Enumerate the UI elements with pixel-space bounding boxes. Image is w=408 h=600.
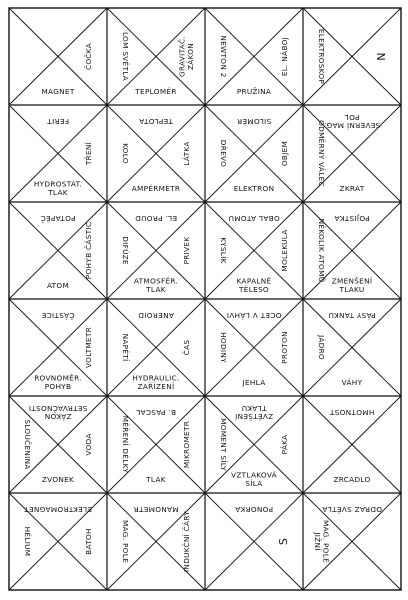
cell-label-bottom-text: TĚLESO: [239, 285, 269, 295]
cell-label-top-text: MANOMETR: [133, 504, 179, 514]
cell-label-bottom: [41, 87, 74, 96]
cell-label-left: [121, 143, 130, 164]
cell-label-left: [317, 219, 326, 283]
cell-label-left: [121, 520, 130, 563]
cell-label-top-text: POJISTKA: [334, 213, 370, 223]
cell-label-bottom-text: JEHLA: [242, 377, 266, 387]
cell-label-bottom: [132, 184, 181, 193]
cell-label-left-text: MAG. POLE: [121, 520, 131, 563]
cell-label-left-text: NĚKOLIK ATOMŮ: [317, 218, 327, 283]
cell-label-top: [237, 117, 271, 126]
cell-label-left: [317, 120, 326, 187]
cell-label-right: [182, 511, 191, 572]
cell-label-bottom: [47, 281, 69, 290]
cell-label-top-text: FERIT: [47, 116, 69, 126]
cell-label-right: [84, 327, 93, 368]
cell-label-top-text: OBAL ATOMU: [228, 213, 280, 223]
cell-label-right-text: OBJEM: [279, 140, 289, 167]
cell-label-right-text: ČOČKA: [83, 42, 93, 71]
cell-label-left: [219, 237, 228, 263]
cell-label-right: [84, 142, 93, 166]
cell-label-bottom-text: ATOM: [46, 280, 70, 290]
cell-label-top: [41, 311, 74, 320]
cell-label-left-text: DŘEVO: [219, 139, 229, 168]
cell-label-left: [23, 419, 32, 469]
cell-label-left-text: DIFÚZE: [121, 236, 131, 265]
cell-label-top-text: ELEKTROMAGNET: [23, 504, 93, 514]
cell-label-left-text: ODMĚRNÝ VÁLEC: [317, 120, 327, 187]
cell-label-left: [317, 29, 326, 85]
cell-label-left: [121, 416, 130, 474]
cell-label-left-text: NAPĚTÍ: [121, 333, 131, 362]
cell-label-top-text: ZVĚTŠENÍ: [234, 412, 274, 422]
cell-label-top: [47, 117, 69, 126]
cell-label-top-text: HMOTNOST: [329, 407, 375, 417]
cell-label-right-text: MIKROMETR: [181, 420, 191, 469]
cell-label-bottom-text: AMPÉRMETR: [131, 183, 181, 193]
cell-label-bottom-text: ATMOSFÉR.: [133, 276, 179, 286]
cell-label-bottom-text: PRUŽINA: [236, 86, 272, 96]
cell-label-top: [228, 214, 279, 223]
cell-label-bottom: [134, 277, 178, 294]
cell-label-top-text: OCET V LÁHVI: [226, 310, 282, 320]
cell-label-top: [138, 311, 174, 320]
cell-label-right: [178, 36, 195, 77]
cell-label-top-text: SEVERNÍ MAG.: [323, 121, 381, 131]
cell-label-top-text: EL. PROUD: [134, 213, 178, 223]
cell-label-left: [219, 35, 228, 77]
cell-label-left-text: LOM SVĚTLA: [121, 31, 131, 82]
cell-label-top: [135, 408, 176, 417]
cell-label-left-text: HODINY: [219, 332, 229, 363]
cell-label-left: [23, 527, 32, 557]
cell-label-bottom: [132, 374, 179, 391]
cell-label-top-text: POL: [344, 112, 360, 122]
cell-label-right-text: ČAS: [181, 339, 191, 356]
cell-label-bottom-text: POHYB: [44, 382, 72, 392]
cell-label-right: [182, 141, 191, 165]
cell-label-bottom-text: HYDRAULIC.: [132, 373, 180, 383]
cell-label-bottom-text: ZKRAT: [339, 183, 365, 193]
cell-label-left-text: ELEKTROSKOP: [317, 28, 327, 85]
cell-label-top-text: TLAKU: [241, 403, 267, 413]
cell-label-bottom-text: ELEKTRON: [233, 183, 275, 193]
cell-label-right: [280, 331, 289, 364]
cell-label-bottom-text: TLAK: [146, 474, 166, 484]
cell-label-left: [219, 332, 228, 363]
cell-label-bottom-text: HYDROSTAT.: [33, 179, 83, 189]
cell-label-right: [84, 222, 93, 279]
cell-label-bottom: [231, 471, 277, 488]
cell-label-right: [84, 43, 93, 70]
cell-label-top: [328, 311, 376, 320]
cell-label-right: [182, 421, 191, 468]
cell-label-left-text: SLOUČENINA: [23, 419, 33, 470]
cell-label-top: [329, 408, 374, 417]
cell-label-left-text: JIŽNÍ: [312, 532, 322, 551]
cell-label-right-text: ZÁKON: [186, 42, 196, 71]
cell-label-bottom: [234, 184, 275, 193]
cell-label-right-text: BATOH: [83, 528, 93, 555]
cell-label-right: [277, 538, 290, 545]
cell-label-right: [280, 435, 289, 455]
cell-label-top-text: ČÁSTICE: [41, 310, 75, 320]
cell-label-bottom: [333, 475, 370, 484]
cell-label-right: [84, 433, 93, 455]
cell-label-bottom-text: ZVONEK: [41, 474, 75, 484]
cell-label-left-text: JÁDRO: [317, 335, 327, 360]
cell-label-top: [29, 404, 88, 421]
cell-label-left-text: MOMENT SÍLY: [219, 418, 229, 471]
cell-label-right: [182, 340, 191, 356]
cell-label-bottom-text: ZAŘÍZENÍ: [137, 382, 175, 392]
cell-label-bottom: [342, 378, 363, 387]
cell-label-right: [84, 528, 93, 555]
cell-label-bottom-text: TLAK: [48, 188, 68, 198]
cell-label-top: [139, 117, 174, 126]
cell-label-right: [280, 229, 289, 271]
cell-label-top-text: SETRVAČNOSTI: [28, 403, 88, 413]
cell-label-right-text: POHYB ČÁSTIC: [83, 221, 93, 280]
cell-label-top: [40, 214, 75, 223]
cell-label-left-text: KYSLÍK: [219, 237, 229, 264]
cell-label-right-text: PÁKA: [279, 434, 289, 455]
cell-label-left: [219, 418, 228, 471]
cell-label-top-text: ANEROID: [138, 310, 174, 320]
cell-label-top-text: ODRAZ SVĚTLA: [322, 504, 382, 514]
cell-label-bottom: [237, 87, 271, 96]
cell-label-bottom-text: ZRCADLO: [333, 474, 371, 484]
cell-label-top-text: ZÁKON: [44, 412, 72, 422]
cell-label-top: [235, 505, 273, 514]
cell-label-top: [227, 311, 282, 320]
cell-label-bottom: [242, 378, 266, 387]
cell-label-left-text: NEWTON 2: [219, 35, 229, 78]
cell-label-right: [375, 52, 388, 61]
cell-label-bottom: [340, 184, 365, 193]
cell-label-top: [24, 505, 92, 514]
cell-label-bottom-text: KAPALNÉ: [236, 276, 272, 286]
cell-label-right: [280, 37, 289, 76]
cell-label-top-text: PÁSY TANKU: [328, 310, 376, 320]
cell-label-top-text: B. PASCAL: [135, 407, 177, 417]
cell-label-right-text: S: [276, 537, 290, 546]
cell-label-top: [334, 214, 370, 223]
cell-label-bottom-text: TLAK: [146, 285, 166, 295]
cell-label-right-text: EL. NÁBOJ: [279, 36, 289, 77]
cell-label-top: [133, 505, 178, 514]
cell-label-left: [121, 236, 130, 265]
cell-label-bottom-text: VZTLAKOVÁ: [231, 470, 277, 480]
cell-label-bottom: [332, 277, 373, 294]
cell-label-bottom: [42, 475, 74, 484]
cell-label-bottom-text: ZMENŠENÍ: [331, 276, 373, 286]
cell-label-right-text: MOLEKULA: [279, 229, 289, 272]
cell-label-right-text: VODA: [83, 433, 93, 456]
cell-label-right-text: VOLTMETR: [83, 327, 93, 368]
cell-label-bottom: [237, 277, 272, 294]
cell-label-right-text: GRAVITAČ.: [177, 36, 187, 77]
cell-label-top-text: PONORKA: [234, 504, 274, 514]
cell-label-bottom: [145, 475, 166, 484]
cell-label-top: [135, 214, 177, 223]
cell-label-right: [280, 141, 289, 166]
cell-label-top-text: TEPLOTA: [139, 116, 173, 126]
cell-label-left: [313, 520, 330, 563]
cell-label-bottom-text: VÁHY: [341, 377, 363, 387]
cell-label-top-text: POTAPĚČ: [40, 213, 76, 223]
cell-label-left-text: MAG. POLE: [321, 520, 331, 563]
cell-label-bottom-text: TEPLOMĚR: [135, 86, 177, 96]
cell-label-right-text: PRIVEK: [181, 236, 191, 265]
cell-label-left: [121, 334, 130, 362]
cell-label-top-text: SILOMĚR: [236, 116, 272, 126]
cell-label-bottom: [34, 374, 82, 391]
cell-label-left-text: KOLO: [121, 143, 131, 164]
cell-label-left: [219, 140, 228, 167]
cell-label-bottom: [34, 180, 82, 197]
cell-label-right-text: LÁTKA: [181, 141, 191, 166]
cell-label-right-text: TŘENÍ: [83, 141, 93, 166]
cell-label-left: [121, 32, 130, 81]
cell-label-right: [182, 237, 191, 265]
cell-label-bottom: [134, 87, 176, 96]
cell-label-left-text: HÉLIUM: [23, 526, 33, 557]
cell-label-top: [235, 404, 273, 421]
cell-label-right-text: N: [374, 52, 388, 61]
cell-label-right-text: INDUKČNÍ ČÁRY: [181, 510, 191, 573]
cell-label-bottom-text: MAGNET: [41, 86, 75, 96]
cell-label-bottom-text: SÍLA: [245, 479, 263, 489]
cell-label-top: [322, 505, 382, 514]
cell-label-top: [324, 113, 381, 130]
cell-label-bottom-text: ROVNOMĚR.: [34, 373, 82, 383]
cell-label-left-text: MĚŘENÍ DÉLKY: [121, 415, 131, 474]
cell-label-right-text: PROTON: [279, 331, 289, 364]
cell-label-left: [317, 334, 326, 360]
cell-label-bottom-text: TLAKU: [339, 285, 365, 295]
